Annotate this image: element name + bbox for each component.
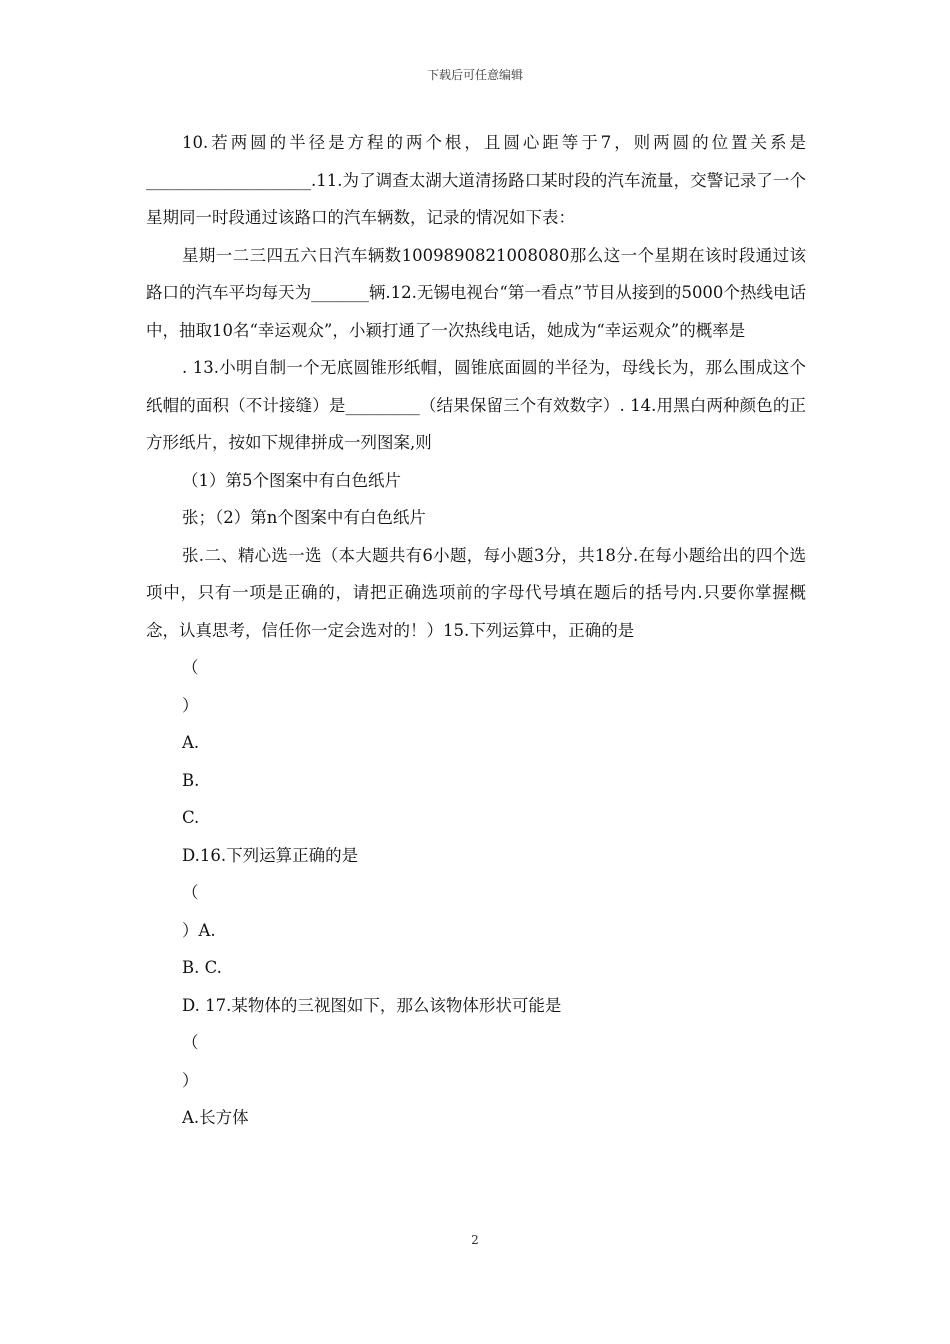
paragraph-q15-bracket-close: ） xyxy=(182,695,199,715)
paragraph-q14-part2: 张；（2）第n个图案中有白色纸片 xyxy=(182,508,426,527)
paragraph-table-q12: 星期一二三四五六日汽车辆数1009890821008080那么这一个星期在该时段通过该路口的汽车平均每天为_______辆.12.无锡电视台“第一看点”节目从接到的5000个热线电话中，抽取10名“幸运观众”，小颖打通了一次热线电话，她成为“幸运观众”的概率是 xyxy=(146,245,806,340)
paragraph-q16-d-q17: D. 17.某物体的三视图如下，那么该物体形状可能是 xyxy=(182,995,562,1015)
document-body xyxy=(146,124,806,1137)
paragraph-q16-bracket-open: （ xyxy=(182,883,199,902)
page-header: 下载后可任意编辑 xyxy=(426,68,523,82)
paragraph-q17-option-a: A.长方体 xyxy=(182,1108,249,1127)
paragraph-q13-q14: . 13.小明自制一个无底圆锥形纸帽，圆锥底面圆的半径为，母线长为，那么围成这个纸帽的面积（不计接缝）是_________（结果保留三个有效数字）. 14.用黑白两种颜色的正方形纸片，按如下规律拼成一列图案,则 xyxy=(146,358,806,452)
paragraph-q15-option-b: B. xyxy=(182,770,200,790)
paragraph-q16-option-b-c: B. C. xyxy=(182,958,222,977)
paragraph-q17-bracket-open: （ xyxy=(182,1033,199,1052)
paragraph-section2-q15: 张.二、精心选一选（本大题共有6小题，每小题3分，共18分.在每小题给出的四个选项中，只有一项是正确的，请把正确选项前的字母代号填在题后的括号内.只要你掌握概念，认真思考，信任你一定会选对的！）15.下列运算中，正确的是 xyxy=(146,545,806,640)
page-number: 2 xyxy=(471,1233,479,1247)
paragraph-q10-q11: 10.若两圆的半径是方程的两个根，且圆心距等于7，则两圆的位置关系是____________________.11.为了调查太湖大道清扬路口某时段的汽车流量，交警记录了一个星期同一时段通过该路口的汽车辆数，记录的情况如下表： xyxy=(146,133,806,227)
paragraph-q15-option-a: A. xyxy=(182,733,200,752)
paragraph-q14-part1: （1）第5个图案中有白色纸片 xyxy=(182,470,401,490)
paragraph-q16-option-a: ）A. xyxy=(182,920,216,940)
paragraph-q17-bracket-close: ） xyxy=(182,1070,199,1090)
paragraph-q15-bracket-open: （ xyxy=(182,658,199,677)
paragraph-q15-d-q16: D.16.下列运算正确的是 xyxy=(182,845,359,865)
paragraph-q15-option-c: C. xyxy=(182,808,200,827)
